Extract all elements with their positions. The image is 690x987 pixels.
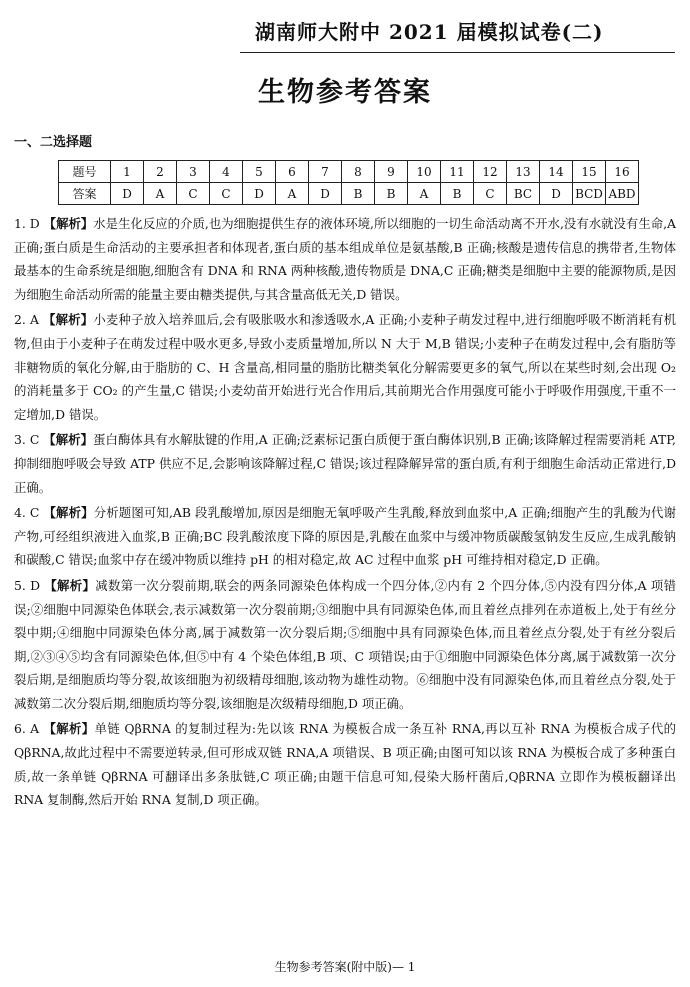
question-number: 3 (177, 161, 210, 183)
question-number: 16 (606, 161, 639, 183)
answer-cell: B (441, 183, 474, 205)
exam-title: 湖南师大附中 2021 届模拟试卷(二) (255, 20, 604, 44)
answer-cell: A (408, 183, 441, 205)
item-number: 3. C (14, 432, 40, 448)
answer-cell: A (276, 183, 309, 205)
answer-cell: D (111, 183, 144, 205)
explanation-text: 分析题图可知,AB 段乳酸增加,原因是细胞无氧呼吸产生乳酸,释放到血浆中,A 正确;细胞产生的乳酸为代谢产物,可经组织液进入血浆,B 正确;BC 段乳酸浓度下降的原因是,乳酸在血浆中与缓冲物质碳酸氢钠发生反应,生成乳酸钠和碳酸,C 错误;血浆中存在缓冲物质以维持 pH 的相对稳定,故 AC 过程中血浆 pH 可维持相对稳定,D 正确。 (14, 505, 676, 568)
explanation-text: 减数第一次分裂前期,联会的两条同源染色体构成一个四分体,②内有 2 个四分体,⑤内没有四分体,A 项错误;②细胞中同源染色体联会,表示减数第一次分裂前期;③细胞中具有同源染色体,而且着丝点排列在赤道板上,处于有丝分裂中期;④细胞中同源染色体分离,属于减数第一次分裂后期;⑤细胞中具有同源染色体,而且着丝点分裂,处于有丝分裂后期,②③④⑤均含有同源染色体,但⑤中有 4 个染色体组,B 项、C 项错误;由于①细胞中同源染色体分离,属于减数第一次分裂后期,是细胞质均等分裂,故该细胞为初级精母细胞,该动物为雄性动物。⑥细胞中没有同源染色体,而且着丝点分裂,处于减数第二次分裂后期,细胞质均等分裂,该细胞是次级精母细胞,D 项正确。 (14, 577, 676, 711)
answer-cell: C (210, 183, 243, 205)
explanation-text: 小麦种子放入培养皿后,会有吸胀吸水和渗透吸水,A 正确;小麦种子萌发过程中,进行细胞呼吸不断消耗有机物,但由于小麦种子在萌发过程中吸水更多,导致小麦质量增加,所以 N 大于 M,B 错误;小麦种子在萌发过程中,会有脂肪等非糖物质的氧化分解,由于脂肪的 C、H 含量高,相同量的脂肪比糖类氧化分解需要更多的氧气,所以在某些时刻,会出现 O₂ 的消耗量多于 CO₂ 的产生量,C 错误;小麦幼苗开始进行光合作用后,其前期光合作用强度可能小于呼吸作用强度,干重不一定增加,D 错误。 (14, 312, 676, 422)
analysis-tag: 【解析】 (44, 577, 96, 593)
answer-cell: BC (507, 183, 540, 205)
answer-cell: BCD (573, 183, 606, 205)
answer-cell: D (540, 183, 573, 205)
explanation-item (14, 717, 676, 811)
analysis-tag: 【解析】 (43, 312, 94, 328)
answer-table (58, 160, 639, 205)
item-number: 2. A (14, 312, 39, 328)
row-header-question: 题号 (59, 161, 111, 183)
item-number: 4. C (14, 505, 40, 521)
header-divider (240, 52, 675, 53)
explanation-item (14, 308, 676, 426)
question-number: 4 (210, 161, 243, 183)
question-number: 11 (441, 161, 474, 183)
section-label: 一、二选择题 (14, 135, 93, 150)
answer-cell: C (177, 183, 210, 205)
answer-cell: D (243, 183, 276, 205)
answer-row (59, 183, 639, 205)
question-number: 1 (111, 161, 144, 183)
answer-cell: A (144, 183, 177, 205)
explanation-text: 水是生化反应的介质,也为细胞提供生存的液体环境,所以细胞的一切生命活动离不开水,没有水就没有生命,A 正确;蛋白质是生命活动的主要承担者和体现者,蛋白质的基本组成单位是氨基酸,B 正确;核酸是遗传信息的携带者,生物体最基本的生命系统是细胞,细胞含有 DNA 和 RNA 两种核酸,遗传物质是 DNA,C 正确;糖类是细胞中主要的能源物质,是因为细胞生命活动所需的能量主要由糖类提供,与其含量高低无关,D 错误。 (14, 216, 677, 302)
explanation-text: 蛋白酶体具有水解肽键的作用,A 正确;泛素标记蛋白质便于蛋白酶体识别,B 正确;该降解过程需要消耗 ATP,抑制细胞呼吸会导致 ATP 供应不足,会影响该降解过程,C 错误;该过程降解异常的蛋白质,有利于细胞生命活动正常进行,D 正确。 (14, 432, 676, 495)
question-number: 9 (375, 161, 408, 183)
page-title: 生物参考答案 (258, 77, 432, 108)
analysis-tag: 【解析】 (43, 432, 94, 448)
item-number: 6. A (14, 721, 40, 737)
answer-cell: B (342, 183, 375, 205)
question-number-row (59, 161, 639, 183)
explanation-item (14, 212, 676, 306)
explanation-list (14, 212, 676, 814)
answer-cell: ABD (606, 183, 639, 205)
answer-cell: B (375, 183, 408, 205)
analysis-tag: 【解析】 (43, 505, 94, 521)
analysis-tag: 【解析】 (43, 721, 95, 737)
analysis-tag: 【解析】 (43, 216, 94, 231)
question-number: 8 (342, 161, 375, 183)
explanation-item (14, 501, 676, 572)
row-header-answer: 答案 (59, 183, 111, 205)
item-number: 1. D (14, 216, 40, 231)
question-number: 14 (540, 161, 573, 183)
answer-cell: C (474, 183, 507, 205)
question-number: 7 (309, 161, 342, 183)
question-number: 12 (474, 161, 507, 183)
question-number: 2 (144, 161, 177, 183)
explanation-text: 单链 QβRNA 的复制过程为:先以该 RNA 为模板合成一条互补 RNA,再以互补 RNA 为模板合成子代的 QβRNA,故此过程中不需要逆转录,但可形成双链 RNA,A 项错误、B 项正确;由图可知以该 RNA 为模板合成了多种蛋白质,故一条单链 QβRNA 可翻译出多条肽链,C 项正确;由题干信息可知,侵染大肠杆菌后,QβRNA 立即作为模板翻译出 RNA 复制酶,然后开始 RNA 复制,D 项正确。 (14, 721, 676, 808)
question-number: 13 (507, 161, 540, 183)
answer-cell: D (309, 183, 342, 205)
question-number: 10 (408, 161, 441, 183)
question-number: 5 (243, 161, 276, 183)
question-number: 6 (276, 161, 309, 183)
explanation-item (14, 428, 676, 499)
page-footer: 生物参考答案(附中版)— 1 (274, 960, 416, 974)
explanation-item (14, 574, 676, 716)
question-number: 15 (573, 161, 606, 183)
item-number: 5. D (14, 577, 41, 593)
